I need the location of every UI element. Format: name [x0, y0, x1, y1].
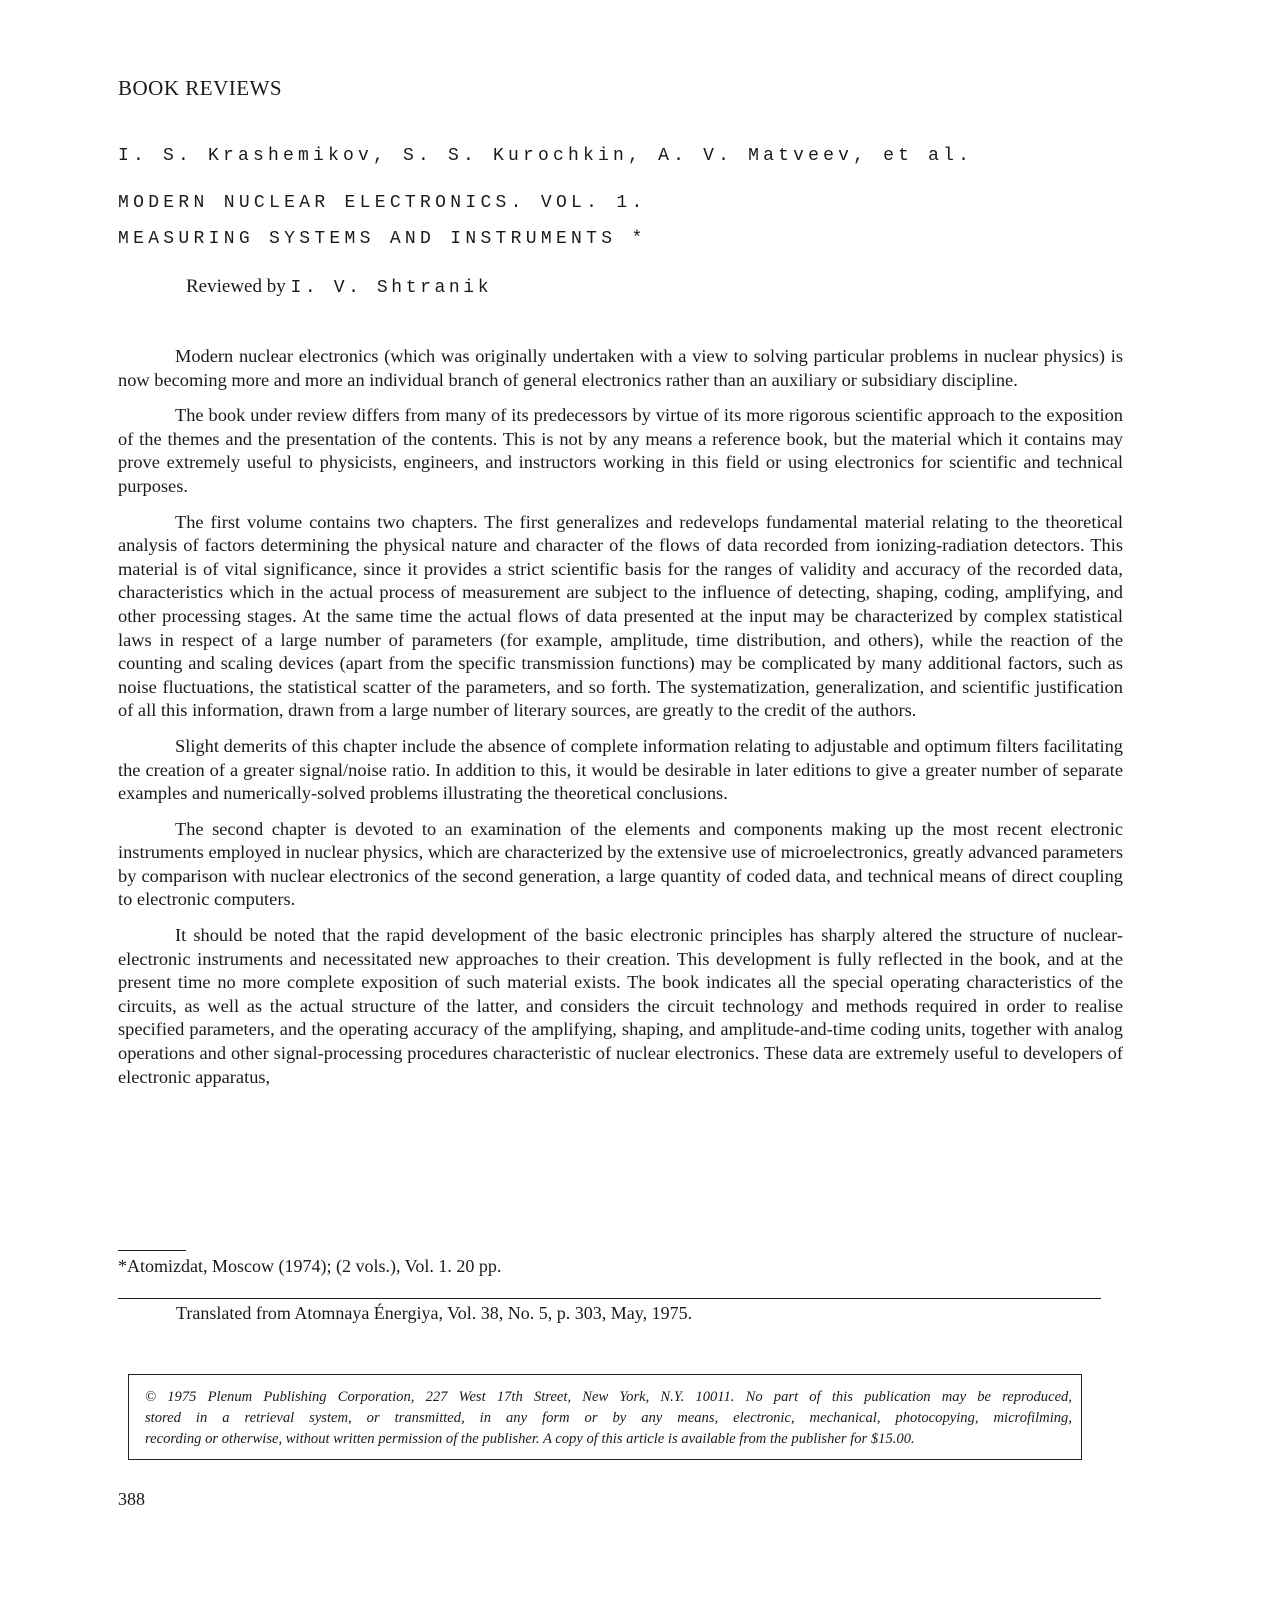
copyright-box — [128, 1374, 1082, 1460]
section-heading: BOOK REVIEWS — [118, 76, 283, 100]
body-paragraph: Modern nuclear electronics (which was originally undertaken with a view to solving particular problems in nuclear physics) is now becoming more and more an individual branch of general electronics rather than an auxiliary or subsidiary discipline. — [118, 346, 1123, 390]
book-title-line-2: MEASURING SYSTEMS AND INSTRUMENTS * — [118, 229, 647, 249]
translated-from-note: Translated from Atomnaya Énergiya, Vol. 38, No. 5, p. 303, May, 1975. — [176, 1303, 693, 1323]
copyright-line: © 1975 Plenum Publishing Corporation, 227 West 17th Street, New York, N.Y. 10011. No part of this publication may be reproduced, — [145, 1389, 1072, 1405]
translation-rule — [118, 1298, 1101, 1299]
copyright-line: stored in a retrieval system, or transmitted, in any form or by any means, electronic, mechanical, photocopying, microfilming, — [145, 1410, 1072, 1426]
reviewer-line — [186, 276, 492, 298]
copyright-line: recording or otherwise, without written permission of the publisher. A copy of this article is available from the publisher for $15.00. — [145, 1431, 915, 1447]
footnote-rule — [118, 1250, 186, 1251]
page-number: 388 — [118, 1489, 145, 1509]
body-paragraph: The book under review differs from many of its predecessors by virtue of its more rigorous scientific approach to the exposition of the themes and the presentation of the contents. This is not by any means a reference book, but the material which it contains may prove extremely useful to physicists, engineers, and instructors working in this field or using electronics for scientific and technical purposes. — [118, 405, 1123, 496]
book-authors: I. S. Krashemikov, S. S. Kurochkin, A. V. Matveev, et al. — [118, 146, 974, 166]
review-body — [118, 345, 1123, 1101]
body-paragraph: Slight demerits of this chapter include the absence of complete information relating to adjustable and optimum filters facilitating the creation of a greater signal/noise ratio. In addition to this, it would be desirable in later editions to give a greater number of separate examples and numerically-solved problems illustrating the theoretical conclusions. — [118, 735, 1123, 804]
body-paragraph: The first volume contains two chapters. The first generalizes and redevelops fundamental material relating to the theoretical analysis of factors determining the physical nature and character of the flows of data recorded from ionizing-radiation detectors. This material is of vital significance, since it provides a strict scientific basis for the ranges of validity and accuracy of the recorded data, characteristics which in the actual process of measurement are subject to the influence of detecting, shaping, coding, amplifying, and other processing stages. At the same time the actual flows of data presented at the input may be characterized by complex statistical laws in respect of a large number of parameters (for example, amplitude, time distribution, and others), while the reaction of the counting and scaling devices (apart from the specific transmission functions) may be complicated by many additional factors, such as noise fluctuations, the statistical scatter of the parameters, and so forth. The systematization, generalization, and scientific justification of all this information, drawn from a large number of literary sources, are greatly to the credit of the authors. — [118, 511, 1123, 721]
body-paragraph: It should be noted that the rapid development of the basic electronic principles has sharply altered the structure of nuclear-electronic instruments and necessitated new approaches to their creation. This development is fully reflected in the book, and at the present time no more complete exposition of such material exists. The book indicates all the special operating characteristics of the circuits, as well as the actual structure of the latter, and considers the circuit technology and methods required in order to realise specified parameters, and the operating accuracy of the amplifying, shaping, and amplitude-and-time coding units, together with analog operations and other signal-processing procedures characteristic of nuclear electronics. These data are extremely useful to developers of electronic apparatus, — [118, 925, 1123, 1087]
reviewer-name: I. V. Shtranik — [290, 278, 493, 298]
reviewed-by-label: Reviewed by — [186, 276, 286, 297]
book-title-line-1: MODERN NUCLEAR ELECTRONICS. VOL. 1. — [118, 193, 647, 213]
footnote: *Atomizdat, Moscow (1974); (2 vols.), Vol. 1. 20 pp. — [118, 1256, 502, 1276]
body-paragraph: The second chapter is devoted to an examination of the elements and components making up the most recent electronic instruments employed in nuclear physics, which are characterized by the extensive use of microelectronics, greatly advanced parameters by comparison with nuclear electronics of the second generation, a large quantity of coded data, and technical means of direct coupling to electronic computers. — [118, 818, 1123, 910]
